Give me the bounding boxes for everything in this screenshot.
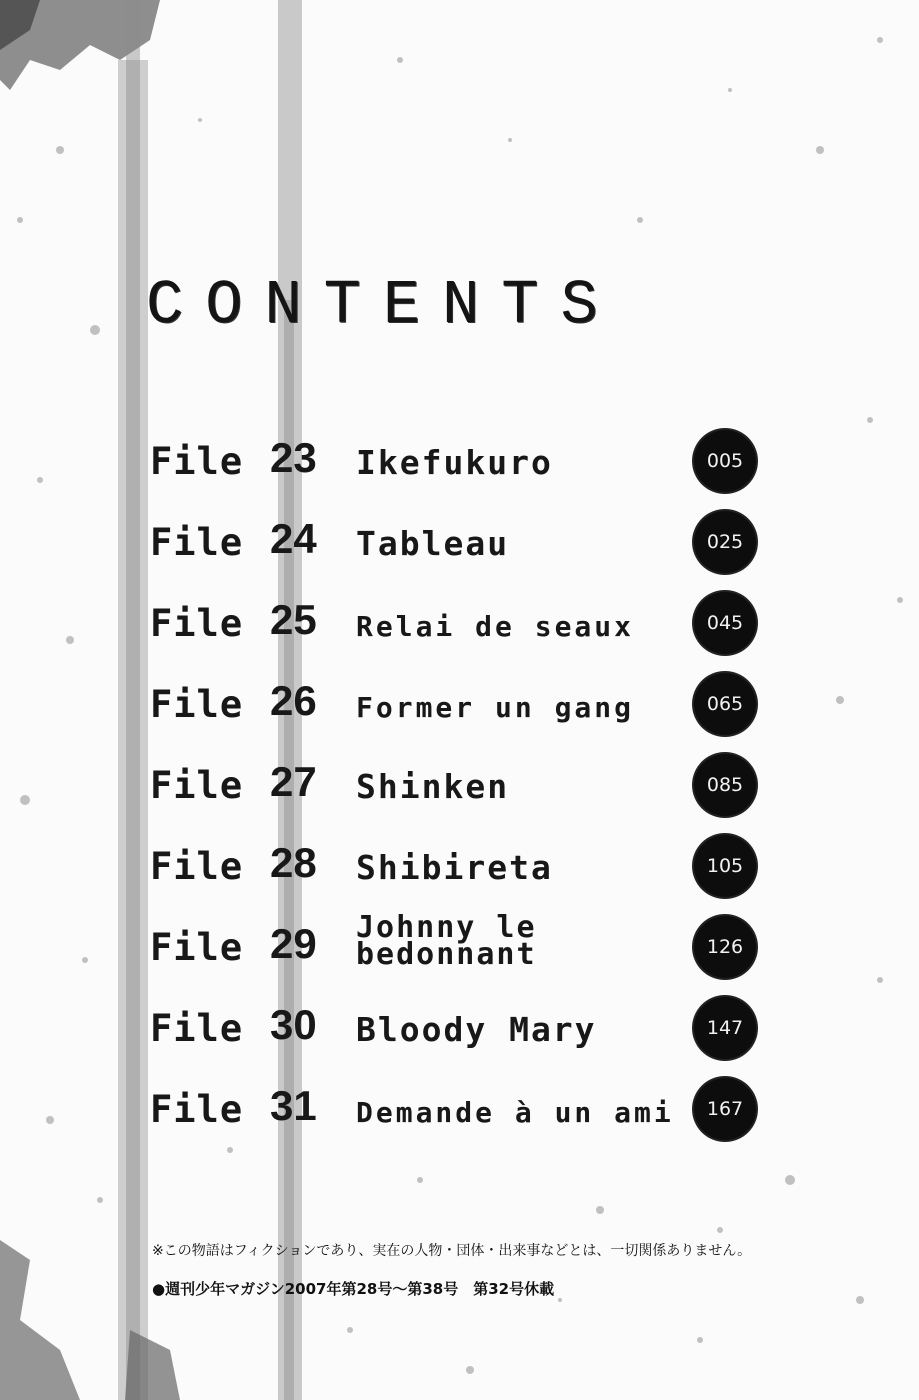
page-number-badge: 126 (694, 916, 756, 978)
toc-row[interactable] (150, 511, 770, 581)
page-number-badge: 105 (694, 835, 756, 897)
file-label: File (150, 845, 244, 888)
toc-row[interactable] (150, 592, 770, 662)
file-label: File (150, 1007, 244, 1050)
toc-row[interactable] (150, 997, 770, 1067)
disclaimer-note: ※この物語はフィクションであり、実在の人物・団体・出来事などとは、一切関係ありません。 (152, 1243, 752, 1259)
file-number: 29 (270, 920, 317, 967)
chapter-title: Shibireta (356, 848, 553, 887)
file-number: 31 (270, 1082, 317, 1129)
chapter-title: Johnny le bedonnant (356, 910, 537, 972)
toc-row[interactable] (150, 673, 770, 743)
file-label: File (150, 1088, 244, 1131)
toc-row[interactable] (150, 835, 770, 905)
file-label: File (150, 521, 244, 564)
toc-row[interactable] (150, 754, 770, 824)
page-number-badge: 065 (694, 673, 756, 735)
file-number: 23 (270, 434, 317, 481)
chapter-title: Tableau (356, 524, 510, 563)
chapter-title: Demande à un ami (356, 1096, 674, 1129)
file-number: 27 (270, 758, 317, 805)
file-label: File (150, 440, 244, 483)
file-number: 25 (270, 596, 317, 643)
file-label: File (150, 683, 244, 726)
toc-row[interactable] (150, 1078, 770, 1148)
chapter-title: Former un gang (356, 691, 635, 724)
file-label: File (150, 602, 244, 645)
chapter-title: Relai de seaux (356, 610, 635, 643)
page-title: CONTENTS (146, 270, 620, 341)
publication-note: ●週刊少年マガジン2007年第28号〜第38号 第32号休載 (152, 1280, 555, 1298)
chapter-title: Shinken (356, 767, 510, 806)
toc-row[interactable] (150, 430, 770, 500)
file-label: File (150, 764, 244, 807)
file-number: 24 (270, 515, 317, 562)
toc-row[interactable] (150, 910, 770, 986)
chapter-title: Bloody Mary (356, 1010, 597, 1049)
page-number-badge: 085 (694, 754, 756, 816)
file-number: 28 (270, 839, 317, 886)
page-number-badge: 025 (694, 511, 756, 573)
page-number-badge: 045 (694, 592, 756, 654)
chapter-title: Ikefukuro (356, 443, 553, 482)
file-label: File (150, 926, 244, 969)
footnotes (152, 1240, 792, 1299)
file-number: 26 (270, 677, 317, 724)
page-number-badge: 167 (694, 1078, 756, 1140)
page-number-badge: 005 (694, 430, 756, 492)
page-number-badge: 147 (694, 997, 756, 1059)
file-number: 30 (270, 1001, 317, 1048)
